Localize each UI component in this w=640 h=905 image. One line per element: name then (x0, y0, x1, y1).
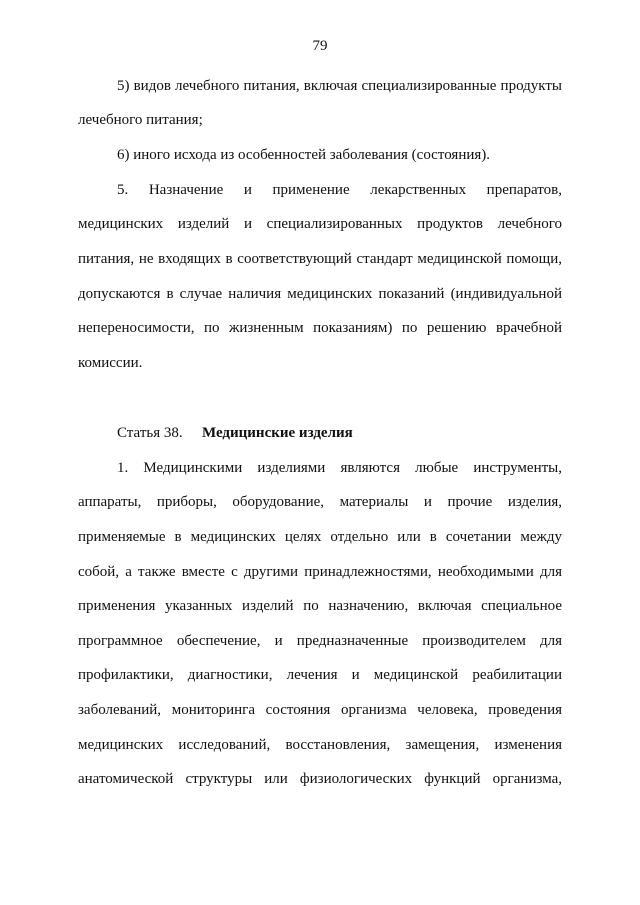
list-item-5-line-1: 5) видов лечебного питания, включая специализированные продукты (117, 78, 562, 94)
paragraph-1-line-2: аппараты, приборы, оборудование, материалы и прочие изделия, (78, 494, 562, 510)
paragraph-1-line-7: профилактики, диагностики, лечения и медицинской реабилитации (78, 667, 562, 683)
paragraph-1-line-8: заболеваний, мониторинга состояния организма человека, проведения (78, 702, 562, 718)
article-number: Статья 38. (117, 425, 183, 441)
article-heading (117, 423, 562, 443)
paragraph-5-line-2: медицинских изделий и специализированных продуктов лечебного (78, 216, 562, 232)
list-item-6: 6) иного исхода из особенностей заболевания (состояния). (117, 147, 491, 163)
paragraph-1-line-3: применяемые в медицинских целях отдельно или в сочетании между (78, 529, 562, 545)
paragraph-1-line-10: анатомической структуры или физиологических функций организма, (78, 771, 562, 787)
paragraph-1-line-1: 1. Медицинскими изделиями являются любые инструменты, (117, 460, 562, 476)
paragraph-5-line-4: допускаются в случае наличия медицинских показаний (индивидуальной (78, 286, 562, 302)
paragraph-1-line-4: собой, а также вместе с другими принадлежностями, необходимыми для (78, 564, 562, 580)
article-title: Медицинские изделия (202, 425, 353, 441)
paragraph-1-line-6: программное обеспечение, и предназначенные производителем для (78, 633, 562, 649)
list-item-5-line-2: лечебного питания; (78, 112, 203, 128)
paragraph-5-line-6: комиссии. (78, 355, 143, 371)
paragraph-1-line-9: медицинских исследований, восстановления, замещения, изменения (78, 737, 562, 753)
paragraph-5-line-1: 5. Назначение и применение лекарственных препаратов, (117, 182, 562, 198)
page-number: 79 (312, 38, 328, 54)
paragraph-5-line-3: питания, не входящих в соответствующий стандарт медицинской помощи, (78, 251, 562, 267)
paragraph-1-line-5: применения указанных изделий по назначению, включая специальное (78, 598, 562, 614)
paragraph-5-line-5: непереносимости, по жизненным показаниям) по решению врачебной (78, 320, 562, 336)
